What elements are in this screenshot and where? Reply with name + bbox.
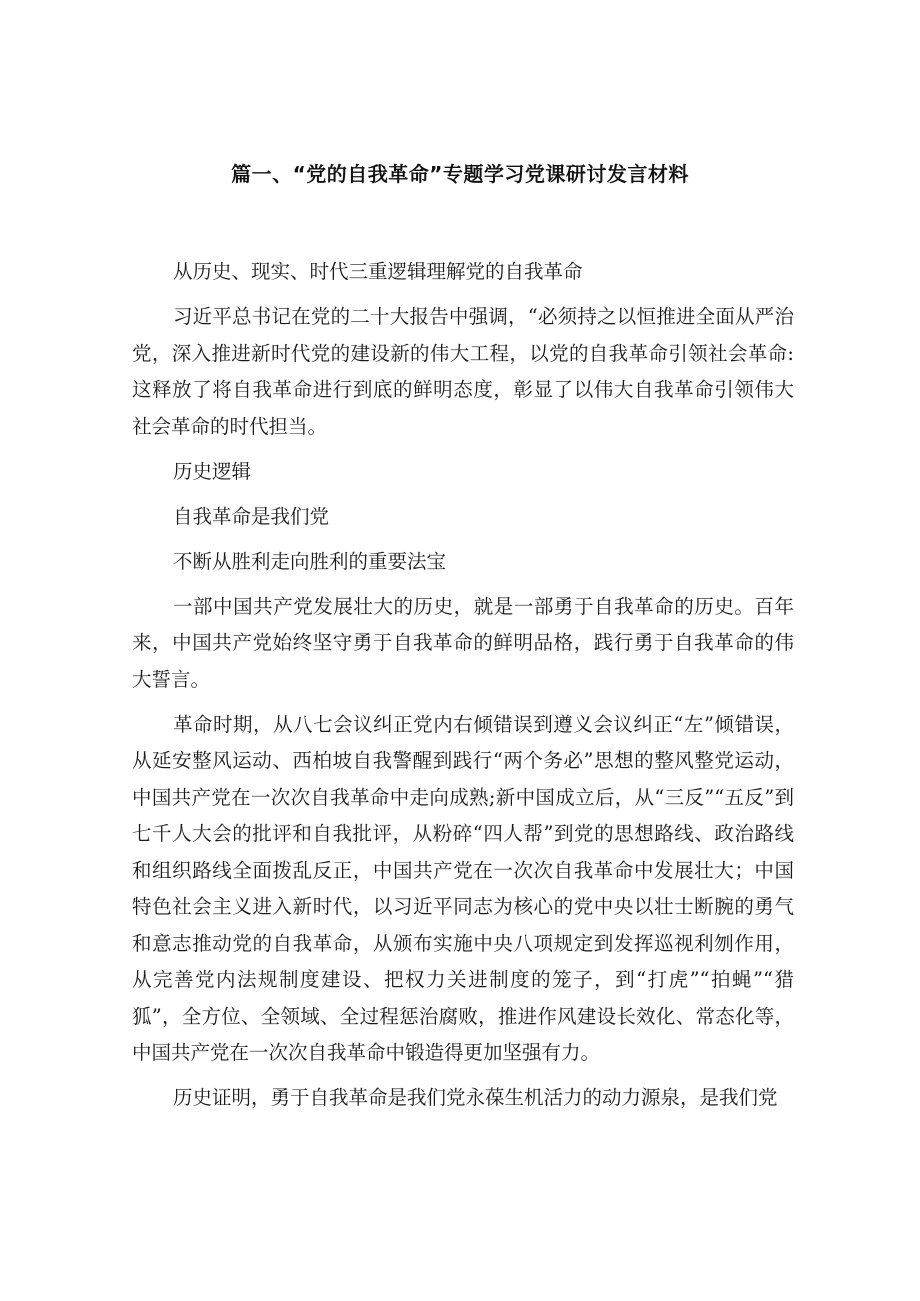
subsection-subtitle-line-2: 不断从胜利走向胜利的重要法宝: [172, 549, 446, 573]
body-paragraph: 习近平总书记在党的二十大报告中强调，“必须持之以恒推进全面从严治党，深入推进新时代党的建设新的伟大工程，以党的自我革命引领社会革命:这释放了将自我革命进行到底的鲜明态度，彰显了以伟大自我革命引领伟大社会革命的时代担当。: [132, 305, 794, 438]
document-body: [132, 254, 794, 1125]
subsection-heading: 历史逻辑: [172, 459, 251, 483]
body-paragraph: 一部中国共产党发展壮大的历史，就是一部勇于自我革命的历史。百年来，中国共产党始终坚守勇于自我革命的鲜明品格，践行勇于自我革命的伟大誓言。: [132, 594, 794, 691]
body-paragraph: 革命时期，从八七会议纠正党内右倾错误到遵义会议纠正“左”倾错误，从延安整风运动、西柏坡自我警醒到践行“两个务必”思想的整风整党运动，中国共产党在一次次自我革命中走向成熟;新中国成立后，从“三反”“五反”到七千人大会的批评和自我批评，从粉碎“四人帮”到党的思想路线、政治路线和组织路线全面拨乱反正，中国共产党在一次次自我革命中发展壮大；中国特色社会主义进入新时代，以习近平同志为核心的党中央以壮士断腕的勇气和意志推动党的自我革命，从颁布实施中央八项规定到发挥巡视利刎作用，从完善党内法规制度建设、把权力关进制度的笼子，到“打虎”“拍蝇”“猎狐”，全方位、全领域、全过程惩治腐败，推进作风建设长效化、常态化等，中国共产党在一次次自我革命中锻造得更加坚强有力。: [132, 712, 794, 1064]
subsection-subtitle-line-1: 自我革命是我们党: [172, 504, 329, 528]
section-heading: 从历史、现实、时代三重逻辑理解党的自我革命: [172, 260, 583, 283]
body-paragraph: 历史证明，勇于自我革命是我们党永葆生机活力的动力源泉，是我们党: [172, 1086, 778, 1109]
document-title: 篇一、“党的自我革命”专题学习党课研讨发言材料: [231, 162, 689, 186]
